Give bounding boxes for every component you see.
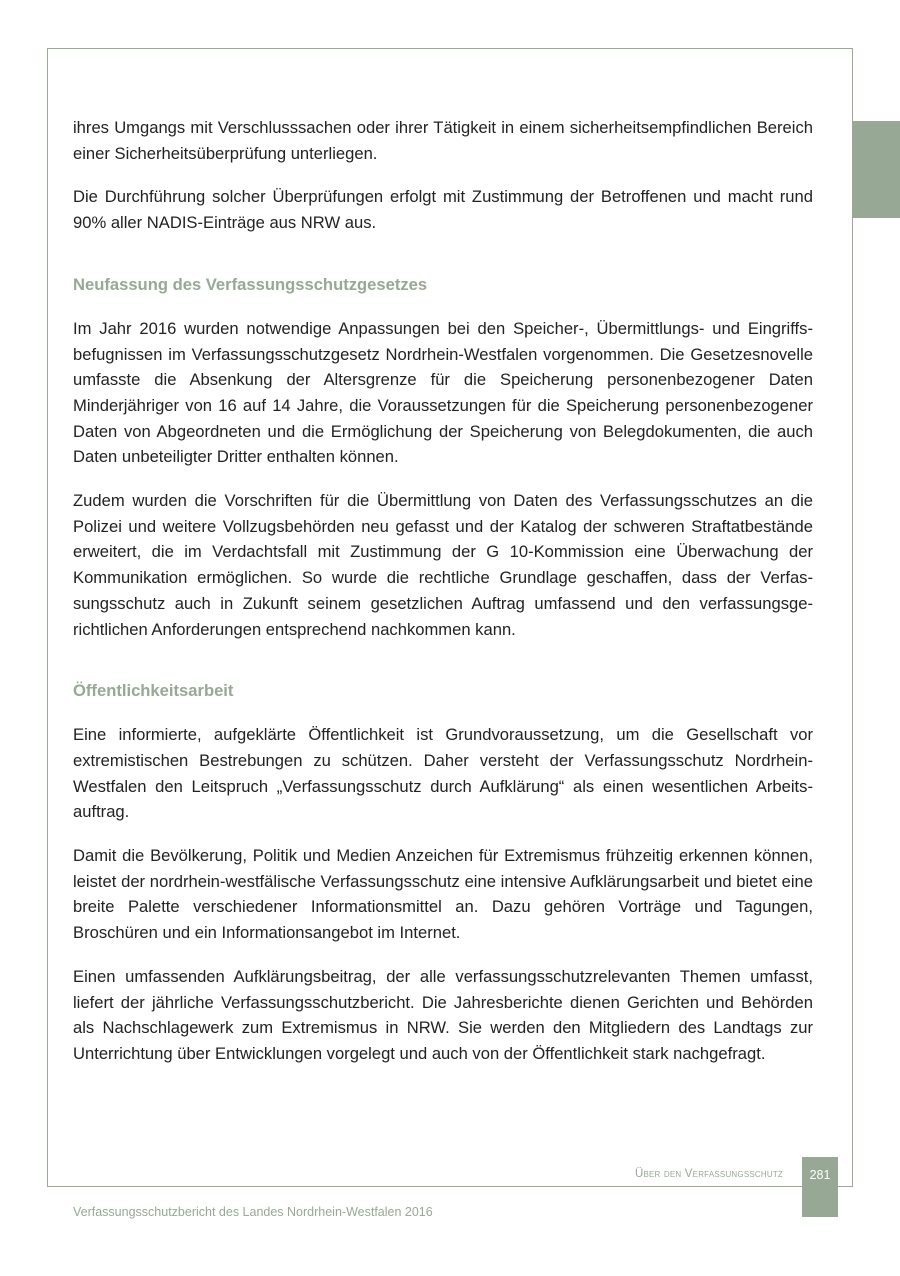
- paragraph-security-check: ihres Umgangs mit Verschlusssachen oder ihrer Tätigkeit in einem sicherheitsempfindlichen Bereich einer Sicherheitsüberprüfung unterliegen.: [73, 118, 813, 163]
- paragraph-informed-public: Eine informierte, aufgeklärte Öffentlichkeit ist Grundvoraussetzung, um die Gesellschaft vor extremistischen Bestrebungen zu schützen. Daher versteht der Verfassungsschutz Nordrhein-Westfalen den Leitspruch „Verfassungsschutz durch Aufklärung“ als einen wesentlichen Arbeitsauftrag.: [73, 725, 813, 822]
- chapter-side-tab: [853, 121, 900, 218]
- page-content: [73, 115, 813, 1085]
- heading-law-revision: Neufassung des Verfassungsschutzgesetzes: [73, 274, 428, 294]
- paragraph-nadis-entries: Die Durchführung solcher Überprüfungen erfolgt mit Zustimmung der Betroffenen und macht rund 90% aller NADIS-Einträge aus NRW aus.: [73, 187, 813, 233]
- footer-publication-title: Verfassungsschutzbericht des Landes Nordrhein-Westfalen 2016: [73, 1205, 433, 1219]
- page-number: 281: [802, 1157, 838, 1217]
- footer-section-title: Über den Verfassungsschutz: [634, 1168, 783, 1180]
- paragraph-transmission-rules: Zudem wurden die Vorschriften für die Übermittlung von Daten des Verfassungsschutzes an die Polizei und weitere Vollzugsbehörden neu gefasst und der Katalog der schweren Straftatbestände erweitert, die im Verdachtsfall mit Zustimmung der G 10-Kommission eine Überwachung der Kommunikation ermöglichen. So wurde die rechtliche Grundlage geschaffen, dass der Verfassungsschutz auch in Zukunft seinem gesetzlichen Auftrag umfassend und den verfassungsgerichtlichen Anforderungen entsprechend nachkommen kann.: [73, 491, 813, 639]
- paragraph-annual-report: Einen umfassenden Aufklärungsbeitrag, der alle verfassungsschutzrelevanten Themen umfasst, liefert der jährliche Verfassungsschutzbericht. Die Jahresberichte dienen Gerichten und Behörden als Nachschlagewerk zum Extremismus in NRW. Sie werden den Mitgliedern des Landtags zur Unterrichtung über Entwicklungen vorgelegt und auch von der Öffentlichkeit stark nachgefragt.: [73, 966, 813, 1063]
- paragraph-information-offers: Damit die Bevölkerung, Politik und Medien Anzeichen für Extremismus frühzeitig erkennen können, leistet der nordrhein-westfälische Verfassungsschutz eine intensive Aufklärungsarbeit und bietet eine breite Palette verschiedener Informationsmittel an. Dazu gehören Vorträge und Tagungen, Broschüren und ein Informationsangebot im Internet.: [73, 846, 813, 943]
- heading-public-relations: Öffentlichkeitsarbeit: [73, 681, 234, 701]
- paragraph-law-amendments: Im Jahr 2016 wurden notwendige Anpassungen bei den Speicher-, Übermittlungs- und Eingriffsbefugnissen im Verfassungsschutzgesetz Nordrhein-Westfalen vorgenommen. Die Gesetzesnovelle umfasste die Absenkung der Altersgrenze für die Speicherung personenbezogener Daten Minderjähriger von 16 auf 14 Jahre, die Voraussetzungen für die Speicherung personenbezogener Daten von Abgeordneten und die Ermöglichung der Speicherung von Belegdokumenten, die auch Daten unbeteiligter Dritter enthalten können.: [73, 318, 813, 467]
